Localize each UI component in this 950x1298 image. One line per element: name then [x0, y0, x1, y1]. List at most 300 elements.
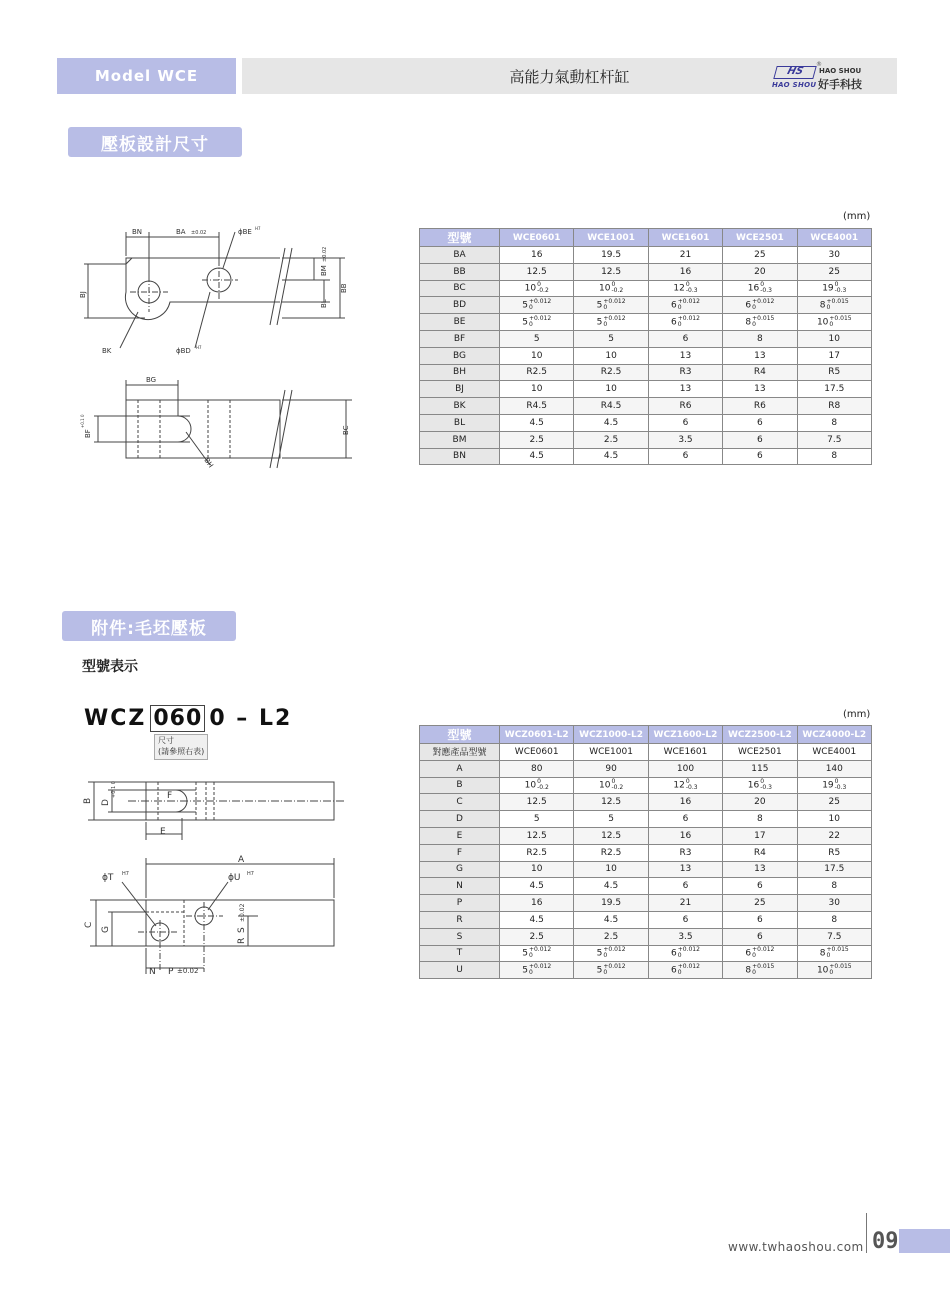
table-row — [420, 777, 872, 794]
dim-u: ϕU — [228, 873, 241, 883]
cell-tolerance — [835, 779, 847, 791]
cell-tolerance — [752, 299, 774, 311]
table-cell — [723, 381, 797, 398]
table-cell — [797, 744, 871, 761]
column-header: WCE4001 — [797, 229, 871, 247]
table-cell — [500, 878, 574, 895]
row-key: BF — [420, 330, 500, 347]
cell-value: R4.5 — [526, 401, 547, 412]
dim-bf-tol: +0.1 0 — [80, 414, 85, 428]
column-header: WCZ1000-L2 — [574, 726, 648, 744]
column-header-model: 型號 — [420, 726, 500, 744]
tolerance-upper: +0.015 — [829, 315, 852, 323]
cell-value: 140 — [825, 763, 843, 774]
tolerance-lower: 0 — [826, 952, 831, 960]
logo-sub: HAO SHOU — [772, 81, 817, 89]
cell-value: 10 — [605, 864, 617, 875]
row-key: 對應產品型號 — [420, 744, 500, 761]
tolerance-upper: 0 — [685, 281, 690, 289]
cell-value: 13 — [679, 350, 692, 361]
table-cell — [723, 945, 797, 962]
cell-value: 6 — [757, 434, 763, 445]
cell-value: 10 — [816, 965, 829, 976]
table-cell — [723, 448, 797, 465]
table-cell — [723, 364, 797, 381]
row-key: F — [420, 844, 500, 861]
cell-value: 16 — [530, 898, 543, 909]
table-cell — [797, 777, 871, 794]
table-cell — [723, 827, 797, 844]
row-key: BL — [420, 414, 500, 431]
table-cell — [574, 398, 648, 415]
cell-value: WCE1601 — [663, 746, 708, 757]
table-cell — [574, 777, 648, 794]
cell-value: 8 — [819, 300, 826, 311]
dim-be-fit: H7 — [255, 226, 261, 231]
tolerance-lower: -0.3 — [834, 784, 847, 792]
tolerance-lower: -0.2 — [611, 784, 624, 792]
table-row — [420, 928, 872, 945]
row-key: N — [420, 878, 500, 895]
cell-value: 4.5 — [603, 417, 619, 428]
cell-value: R4.5 — [600, 401, 622, 412]
cell-value: 100 — [676, 763, 695, 774]
blank-spec-table — [419, 725, 872, 979]
table-cell — [723, 928, 797, 945]
tolerance-upper: +0.012 — [677, 315, 700, 323]
dim-p-tol: ±0.02 — [177, 967, 199, 975]
table-row — [420, 297, 872, 314]
cell-value: R3 — [679, 847, 692, 858]
table-cell — [797, 911, 871, 928]
dim-bg: BG — [146, 376, 157, 384]
table-cell — [500, 895, 574, 912]
cell-value: 90 — [605, 763, 617, 774]
cell-tolerance — [835, 282, 847, 294]
cell-value: 5 — [596, 948, 603, 959]
dim-d-tol: +0.1 0 — [111, 781, 117, 798]
table-cell — [797, 314, 871, 331]
table-row — [420, 827, 872, 844]
cell-tolerance — [678, 316, 700, 328]
cell-value: 10 — [599, 780, 611, 791]
row-key: T — [420, 945, 500, 962]
table-row — [420, 911, 872, 928]
cell-tolerance — [760, 779, 772, 791]
cell-value: 5 — [522, 300, 528, 311]
cell-tolerance — [678, 964, 700, 976]
table-cell — [648, 431, 722, 448]
table-cell — [574, 364, 648, 381]
table-cell — [500, 347, 574, 364]
tolerance-lower: -0.3 — [834, 287, 847, 295]
table-row — [420, 247, 872, 264]
table-cell — [648, 811, 722, 828]
cell-value: 13 — [754, 864, 766, 875]
table-cell — [648, 760, 722, 777]
cell-value: R4 — [753, 367, 766, 378]
cell-value: 8 — [757, 814, 763, 825]
table-cell — [500, 247, 574, 264]
cell-value: 7.5 — [827, 931, 842, 942]
dim-bn: BN — [132, 228, 143, 236]
table-cell — [648, 247, 722, 264]
table-cell — [574, 347, 648, 364]
cell-value: 4.5 — [529, 881, 544, 892]
table-cell — [500, 844, 574, 861]
table-cell — [648, 878, 722, 895]
table-cell — [723, 297, 797, 314]
cell-tolerance — [827, 299, 849, 311]
table-cell — [500, 861, 574, 878]
row-key: BC — [420, 280, 500, 297]
cell-value: R3 — [679, 367, 692, 378]
table-cell — [797, 381, 871, 398]
table-cell — [648, 744, 722, 761]
table-cell — [500, 381, 574, 398]
cell-value: 12 — [673, 780, 685, 791]
table-cell — [574, 744, 648, 761]
cell-value: 6 — [757, 881, 763, 892]
cell-value: 6 — [682, 914, 689, 925]
table-cell — [723, 431, 797, 448]
table-cell — [648, 448, 722, 465]
table-cell — [574, 448, 648, 465]
dim-t-fit: H7 — [122, 871, 129, 877]
tolerance-lower: -0.2 — [537, 784, 549, 792]
table-cell — [500, 364, 574, 381]
cell-value: 8 — [831, 417, 838, 428]
dim-f: F — [167, 791, 173, 801]
table-cell — [500, 827, 574, 844]
cell-value: R2.5 — [526, 847, 547, 858]
tolerance-lower: 0 — [752, 304, 756, 312]
cell-value: 5 — [608, 814, 614, 825]
table-row — [420, 414, 872, 431]
tolerance-upper: +0.012 — [528, 946, 552, 954]
cell-value: 17.5 — [824, 384, 845, 395]
cell-value: 5 — [522, 948, 528, 959]
dim-p: P — [168, 967, 174, 977]
table-cell — [797, 794, 871, 811]
row-key: BB — [420, 263, 500, 280]
cell-value: 12 — [673, 283, 685, 294]
table-cell — [574, 895, 648, 912]
code-suffix: 0 – L2 — [209, 706, 293, 731]
cell-value: 6 — [671, 317, 677, 328]
cell-value: 6 — [757, 451, 763, 462]
dim-s: S — [237, 927, 247, 933]
dim-bc: BC — [342, 425, 350, 435]
tolerance-upper: +0.015 — [829, 963, 852, 971]
row-key: D — [420, 811, 500, 828]
table-cell — [500, 760, 574, 777]
table-cell — [723, 247, 797, 264]
table-cell — [797, 297, 871, 314]
table-cell — [648, 895, 722, 912]
table-cell — [648, 364, 722, 381]
tolerance-upper: +0.012 — [528, 298, 552, 306]
tolerance-upper: 0 — [685, 778, 690, 786]
tolerance-upper: 0 — [760, 281, 765, 289]
cell-value: R2.5 — [600, 847, 622, 858]
table-cell — [500, 945, 574, 962]
cell-value: 2.5 — [603, 931, 619, 942]
table-cell — [797, 878, 871, 895]
cell-value: 5 — [533, 333, 540, 344]
table-cell — [648, 414, 722, 431]
table-cell — [574, 945, 648, 962]
cell-value: 2.5 — [529, 931, 544, 942]
cell-value: 4.5 — [529, 451, 544, 462]
row-key: E — [420, 827, 500, 844]
cell-value: 8 — [745, 965, 752, 976]
table-cell — [797, 280, 871, 297]
dim-bb: BB — [340, 283, 348, 293]
cell-tolerance — [537, 282, 549, 294]
tolerance-upper: +0.012 — [528, 963, 552, 971]
row-key: BH — [420, 364, 500, 381]
cell-value: 21 — [679, 898, 692, 909]
cell-value: 7.5 — [827, 434, 842, 445]
cell-value: 6 — [671, 300, 677, 311]
dim-e: E — [160, 827, 166, 837]
table-cell — [723, 280, 797, 297]
table-cell — [797, 827, 871, 844]
tolerance-lower: 0 — [603, 969, 608, 977]
cell-value: 13 — [679, 384, 692, 395]
table-cell — [797, 247, 871, 264]
table-cell — [648, 928, 722, 945]
table-cell — [648, 945, 722, 962]
table-cell — [500, 431, 574, 448]
row-key: BK — [420, 398, 500, 415]
table-cell — [574, 962, 648, 979]
cell-value: 3.5 — [678, 434, 693, 445]
table-cell — [500, 263, 574, 280]
cell-value: R4 — [753, 847, 766, 858]
cell-value: 5 — [596, 317, 603, 328]
column-header: WCE2501 — [723, 229, 797, 247]
table-row — [420, 263, 872, 280]
cell-value: 6 — [757, 417, 763, 428]
cell-tolerance — [678, 947, 700, 959]
tolerance-lower: -0.2 — [537, 287, 549, 295]
table-cell — [574, 760, 648, 777]
tolerance-upper: +0.015 — [752, 315, 775, 323]
dim-bm: BM — [320, 265, 328, 276]
table-cell — [723, 861, 797, 878]
table-cell — [500, 962, 574, 979]
cell-value: 4.5 — [529, 914, 544, 925]
tolerance-upper: +0.012 — [603, 946, 626, 954]
table-cell — [574, 381, 648, 398]
dim-n: N — [149, 967, 156, 977]
table-cell — [797, 811, 871, 828]
logo-brand-zh: 好手科技 — [818, 78, 862, 91]
clamp-drawing-1 — [70, 220, 370, 480]
column-header: WCZ1600-L2 — [648, 726, 722, 744]
table-cell — [574, 297, 648, 314]
table-cell — [500, 398, 574, 415]
tolerance-lower: 0 — [528, 304, 533, 312]
brand-logo — [772, 61, 890, 91]
tolerance-upper: 0 — [834, 281, 839, 289]
table-cell — [574, 414, 648, 431]
table-cell — [723, 263, 797, 280]
cell-value: 13 — [754, 350, 766, 361]
cell-value: 16 — [530, 249, 543, 260]
tolerance-lower: 0 — [528, 321, 533, 329]
table-row — [420, 962, 872, 979]
table-row — [420, 314, 872, 331]
table-row — [420, 945, 872, 962]
cell-value: 21 — [679, 249, 692, 260]
model-designation-label: 型號表示 — [82, 659, 138, 675]
cell-value: 10 — [599, 283, 611, 294]
dim-a: A — [238, 855, 245, 865]
tolerance-lower: 0 — [677, 969, 682, 977]
cell-value: 10 — [530, 864, 543, 875]
dim-s-tol: ±0.02 — [239, 903, 246, 922]
table-cell — [574, 431, 648, 448]
dim-u-fit: H7 — [247, 871, 254, 877]
tolerance-upper: +0.012 — [603, 315, 626, 323]
table-cell — [723, 414, 797, 431]
table-cell — [574, 314, 648, 331]
cell-value: 3.5 — [678, 931, 693, 942]
cell-value: 12.5 — [601, 266, 622, 277]
cell-value: 12.5 — [526, 266, 547, 277]
table-cell — [797, 928, 871, 945]
cell-value: 6 — [757, 914, 763, 925]
cell-value: R5 — [828, 847, 841, 858]
section2-unit: (mm) — [843, 709, 871, 720]
row-key: BA — [420, 247, 500, 264]
dim-bd: ϕBD — [176, 347, 191, 355]
tolerance-lower: 0 — [829, 969, 834, 977]
cell-value: 8 — [831, 451, 838, 462]
cell-value: R6 — [679, 401, 692, 412]
tolerance-upper: +0.012 — [677, 963, 700, 971]
cell-value: 25 — [754, 249, 766, 260]
table-cell — [500, 297, 574, 314]
row-key: P — [420, 895, 500, 912]
tolerance-lower: 0 — [603, 952, 608, 960]
row-key: S — [420, 928, 500, 945]
cell-value: 6 — [757, 931, 763, 942]
table-cell — [500, 777, 574, 794]
cell-value: 5 — [522, 317, 528, 328]
cell-tolerance — [529, 316, 551, 328]
cell-tolerance — [537, 779, 549, 791]
cell-value: 17.5 — [824, 864, 845, 875]
table-header-row — [420, 726, 872, 744]
page-number: 09 — [872, 1229, 899, 1254]
dim-bf: BF — [84, 429, 92, 438]
column-header-model: 型號 — [420, 229, 500, 247]
cell-value: 8 — [757, 333, 763, 344]
table-row — [420, 878, 872, 895]
cell-value: 8 — [819, 948, 826, 959]
cell-value: 4.5 — [529, 417, 544, 428]
cell-value: 6 — [682, 881, 689, 892]
cell-value: WCE1001 — [589, 746, 633, 757]
model-code — [84, 705, 292, 732]
tolerance-lower: -0.3 — [685, 784, 698, 792]
row-key: R — [420, 911, 500, 928]
clamp-spec-table — [419, 228, 872, 465]
table-row — [420, 861, 872, 878]
cell-tolerance — [603, 316, 625, 328]
cell-value: 22 — [828, 830, 840, 841]
table-cell — [574, 827, 648, 844]
tolerance-upper: +0.012 — [603, 963, 626, 971]
cell-value: 6 — [682, 333, 689, 344]
table-cell — [574, 878, 648, 895]
tolerance-lower: -0.3 — [760, 784, 772, 792]
column-header: WCZ0601-L2 — [500, 726, 574, 744]
model-label: Model WCE — [57, 58, 236, 94]
dim-bk: BK — [102, 347, 112, 355]
table-cell — [723, 760, 797, 777]
table-cell — [574, 911, 648, 928]
cell-value: 16 — [679, 266, 692, 277]
footer-divider — [866, 1213, 867, 1253]
cell-value: 10 — [828, 333, 840, 344]
cell-value: 12.5 — [601, 830, 622, 841]
table-cell — [574, 263, 648, 280]
cell-value: 4.5 — [603, 451, 619, 462]
table-cell — [723, 314, 797, 331]
cell-value: 16 — [747, 780, 760, 791]
cell-tolerance — [603, 964, 625, 976]
dim-bj: BJ — [79, 291, 87, 298]
cell-value: WCE2501 — [737, 746, 782, 757]
cell-value: 10 — [828, 814, 840, 825]
tolerance-upper: +0.012 — [677, 946, 700, 954]
cell-value: WCE0601 — [514, 746, 559, 757]
cell-value: 19.5 — [601, 249, 622, 260]
cell-value: 6 — [745, 948, 752, 959]
logo-reg: ® — [816, 61, 822, 68]
table-row — [420, 760, 872, 777]
row-key: BD — [420, 297, 500, 314]
table-cell — [797, 263, 871, 280]
row-key: U — [420, 962, 500, 979]
cell-value: 30 — [828, 249, 840, 260]
cell-value: 19 — [822, 283, 834, 294]
cell-value: 10 — [524, 283, 537, 294]
cell-value: 5 — [522, 965, 528, 976]
row-key: A — [420, 760, 500, 777]
cell-tolerance — [611, 779, 623, 791]
table-cell — [574, 794, 648, 811]
page-title: 高能力氣動杠杆缸 — [509, 67, 630, 86]
cell-tolerance — [827, 947, 849, 959]
cell-tolerance — [603, 299, 625, 311]
table-cell — [648, 861, 722, 878]
table-cell — [797, 414, 871, 431]
dim-g: G — [101, 926, 111, 933]
cell-tolerance — [611, 282, 623, 294]
tolerance-lower: -0.2 — [611, 287, 624, 295]
table-cell — [723, 794, 797, 811]
table-row — [420, 895, 872, 912]
table-cell — [797, 895, 871, 912]
cell-value: 20 — [754, 797, 766, 808]
table-row — [420, 280, 872, 297]
